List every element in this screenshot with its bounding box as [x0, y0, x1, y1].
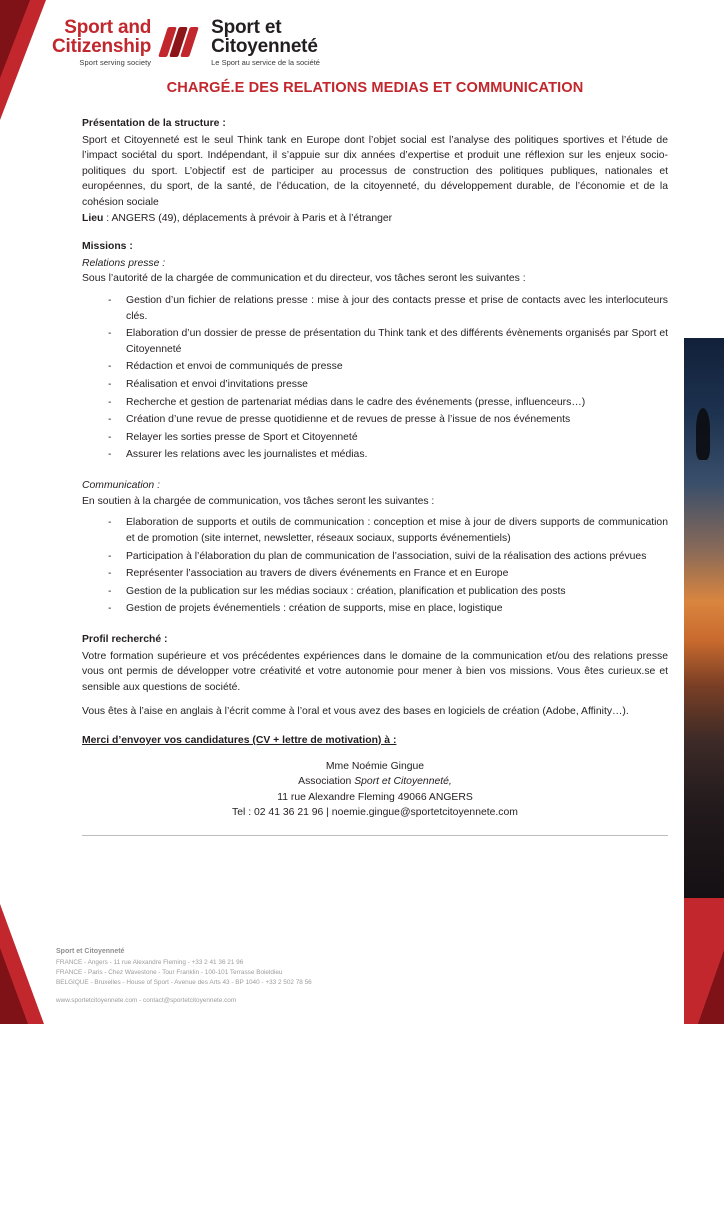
list-item: - Assurer les relations avec les journalistes et médias. — [104, 447, 668, 463]
logo-english-text — [52, 18, 151, 66]
communication-list — [82, 515, 668, 617]
rail-photo-silhouette — [696, 408, 710, 460]
profil-paragraph-2: Vous êtes à l’aise en anglais à l’écrit comme à l’oral et vous avez des bases en logiciels de création (Adobe, Affinity…). — [82, 706, 629, 718]
communication-intro: En soutien à la chargée de communication, vos tâches seront les suivantes : — [82, 495, 435, 507]
contact-name: Mme Noémie Gingue — [325, 760, 425, 772]
list-item: - Gestion d’un fichier de relations presse : mise à jour des contacts presse et prise de contacts avec les interlocuteurs clés. — [104, 293, 668, 324]
contact-org-prefix: Association — [298, 776, 355, 788]
relations-presse-heading: Relations presse : — [82, 257, 166, 269]
list-item: - Elaboration d’un dossier de presse de présentation du Think tank et des différents évènements organisés par Sport et Citoyenneté — [104, 326, 668, 357]
lieu-line — [82, 211, 668, 227]
document-footer — [56, 946, 654, 1006]
lieu-label: Lieu — [82, 212, 104, 224]
profil-heading: Profil recherché : — [82, 633, 168, 645]
logo-left-tagline: Sport serving society — [79, 57, 152, 67]
page-title: CHARGÉ.E DES RELATIONS MEDIAS ET COMMUNICATION — [166, 80, 584, 96]
communication-heading: Communication : — [82, 480, 160, 492]
missions-heading: Missions : — [82, 241, 133, 253]
contact-block — [82, 759, 668, 821]
structure-paragraph: Sport et Citoyenneté est le seul Think tank en Europe dont l’objet social est l’analyse des politiques sportives et l’étude de l’impact sociétal du sport. Indépendant, il s’appuie sur dix années d’expertise et produit une réflexion sur les enjeux socio-politiques du sport. L’objectif est de participer au processus de construction des politiques publiques, nationales et européennes, du sport, de la santé, de l’éducation, de la citoyenneté, du développement durable, de l’économie et de la cohésion sociale — [82, 134, 668, 208]
contact-organisation — [82, 774, 668, 790]
list-item: - Gestion de projets événementiels : création de supports, mise en place, logistique — [104, 601, 668, 617]
list-item: - Participation à l’élaboration du plan de communication de l’association, suivi de la réalisation des actions prévues — [104, 549, 668, 565]
list-item: - Représenter l’association au travers de divers événements en France et en Europe — [104, 566, 668, 582]
logo-right-line1: Sport et — [211, 17, 282, 38]
footer-divider — [82, 835, 668, 836]
list-item: - Réalisation et envoi d’invitations presse — [104, 377, 668, 393]
relations-presse-list — [82, 293, 668, 463]
website-vertical-label: www.sportetcitoyennete.com — [708, 1040, 722, 1224]
document-header — [0, 0, 724, 67]
logo-stripes-icon — [161, 25, 201, 59]
list-item: - Création d’une revue de presse quotidienne et de revues de presse à l’issue de nos événements — [104, 412, 668, 428]
lieu-value: : ANGERS (49), déplacements à prévoir à Paris et à l’étranger — [103, 212, 393, 224]
document-body — [82, 78, 668, 836]
logo-right-line2: Citoyenneté — [211, 36, 318, 58]
footer-line-angers: FRANCE - Angers - 11 rue Alexandre Fleming - +33 2 41 36 21 96 — [56, 958, 244, 966]
logo-left-line2: Citizenship — [52, 36, 152, 58]
contact-address: 11 rue Alexandre Fleming 49066 ANGERS — [277, 791, 473, 803]
footer-line-bruxelles: BELGIQUE - Bruxelles - House of Sport - Avenue des Arts 43 - BP 1040 - +33 2 502 78 56 — [56, 979, 312, 987]
logo-left-line1: Sport and — [64, 17, 152, 38]
relations-presse-intro: Sous l’autorité de la chargée de communication et du directeur, vos tâches seront les suivantes : — [82, 273, 526, 285]
logo-right-tagline: Le Sport au service de la société — [211, 57, 320, 67]
contact-org-italic: Sport et Citoyenneté, — [354, 776, 452, 788]
footer-org: Sport et Citoyenneté — [56, 948, 125, 956]
logo — [52, 18, 724, 66]
list-item: - Recherche et gestion de partenariat médias dans le cadre des événements (presse, influenceurs…) — [104, 395, 668, 411]
footer-line-paris: FRANCE - Paris - Chez Wavestone - Tour Franklin - 100-101 Terrasse Boieldieu — [56, 968, 283, 976]
structure-heading: Présentation de la structure : — [82, 117, 226, 129]
profil-paragraph-1: Votre formation supérieure et vos précédentes expériences dans le domaine de la communication et/ou des relations presse vous ont permis de développer votre créativité et votre autonomie pour mener à bien vos missions. Vous êtes curieux.se et sensible aux questions de société. — [82, 650, 668, 693]
list-item: - Rédaction et envoi de communiqués de presse — [104, 359, 668, 375]
logo-french-text — [211, 18, 320, 66]
list-item: - Gestion de la publication sur les médias sociaux : création, planification et publication des posts — [104, 584, 668, 600]
footer-line-web: www.sportetcitoyennete.com - contact@sportetcitoyennete.com — [56, 996, 237, 1004]
contact-phone-email: Tel : 02 41 36 21 96 | noemie.gingue@sportetcitoyennete.com — [232, 807, 518, 819]
list-item: - Elaboration de supports et outils de communication : conception et mise à jour de divers supports de communication et de promotion (site internet, newsletter, réseaux sociaux, supports événementiels) — [104, 515, 668, 546]
application-heading: Merci d’envoyer vos candidatures (CV + lettre de motivation) à : — [82, 735, 397, 746]
list-item: - Relayer les sorties presse de Sport et Citoyenneté — [104, 430, 668, 446]
